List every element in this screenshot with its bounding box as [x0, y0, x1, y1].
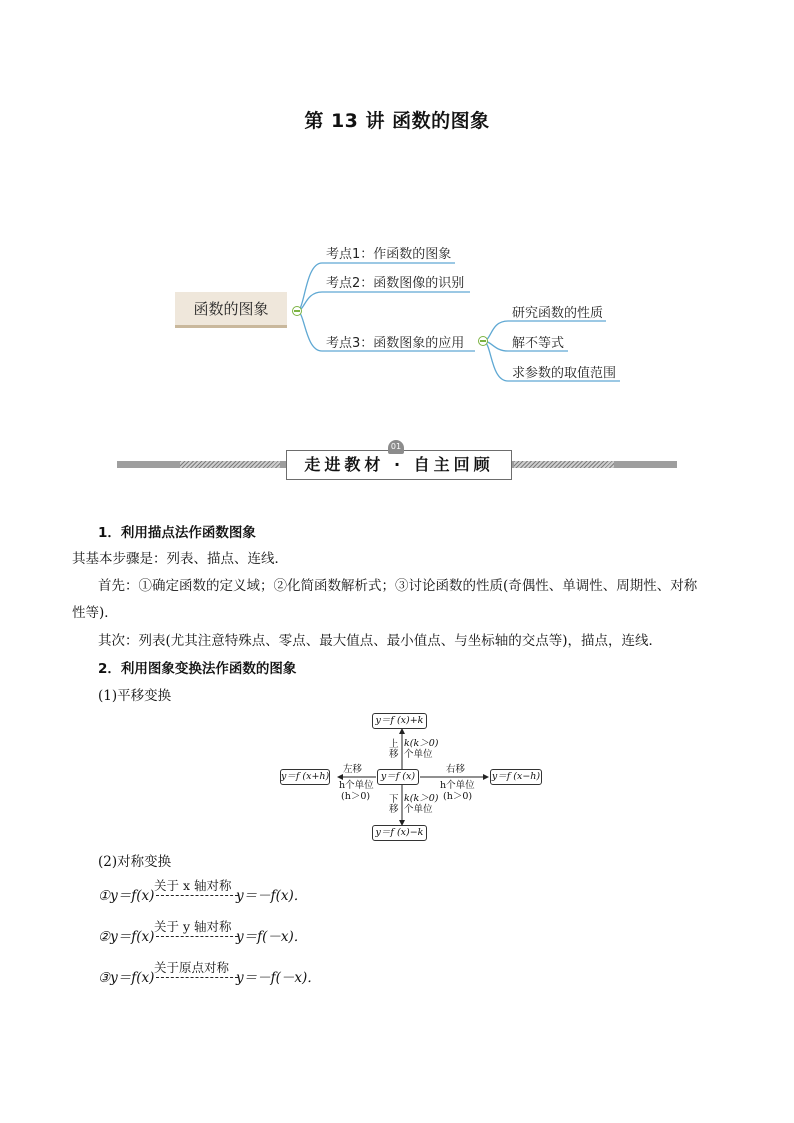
- banner-hatch-left: [180, 461, 280, 468]
- formula-box-bottom: y＝f (x)−k: [372, 825, 427, 841]
- label-up-unit: 个单位: [404, 749, 433, 760]
- label-up-char: 上: [389, 739, 399, 750]
- collapse-icon[interactable]: [478, 336, 488, 346]
- symmetry-label: 关于 y 轴对称: [154, 919, 232, 934]
- formula-box-center: y＝f (x): [377, 769, 419, 785]
- label-up-char2: 移: [389, 749, 399, 760]
- formula-box-top: y＝f (x)+k: [372, 713, 427, 729]
- symmetry-row-1: [98, 876, 498, 906]
- symmetry-arrow: [156, 895, 238, 896]
- symmetry-pre: ③y＝f(x): [98, 970, 155, 986]
- label-left-cond: (h＞0): [341, 791, 371, 802]
- mindmap-root[interactable]: 函数的图象: [175, 292, 287, 328]
- formula-box-left: y＝f (x+h): [280, 769, 330, 785]
- subheading-translation: (1)平移变换: [98, 688, 172, 704]
- symmetry-row-2: [98, 917, 498, 947]
- branch-line-2: [297, 292, 470, 311]
- subheading-symmetry: (2)对称变换: [98, 854, 172, 870]
- symmetry-post: y＝f(－x)．: [236, 929, 308, 945]
- mindmap-point-1[interactable]: 考点1：作函数的图象: [326, 247, 452, 262]
- mindmap-point-3[interactable]: 考点3：函数图象的应用: [326, 336, 465, 351]
- label-down-char2: 移: [389, 804, 399, 815]
- paragraph-second: 其次：列表(尤其注意特殊点、零点、最大值点、最小值点、与坐标轴的交点等)，描点，连线．: [98, 633, 663, 649]
- label-right-move: 右移: [446, 764, 466, 775]
- label-right-cond: (h＞0): [443, 791, 473, 802]
- formula-box-right: y＝f (x−h): [490, 769, 542, 785]
- mindmap-connectors: [0, 0, 794, 420]
- label-down-amount: k(k＞0): [404, 793, 439, 804]
- collapse-icon[interactable]: [292, 306, 302, 316]
- page-title: 第 13 讲 函数的图象: [304, 110, 490, 132]
- section-badge: 01: [388, 440, 404, 454]
- symmetry-label: 关于原点对称: [154, 960, 230, 975]
- mindmap-point-2[interactable]: 考点2：函数图像的识别: [326, 276, 465, 291]
- paragraph-first-cont: 性等)．: [72, 605, 118, 621]
- label-right-units: h个单位: [440, 780, 475, 791]
- paragraph-first: 首先：①确定函数的定义域；②化简函数解析式；③讨论函数的性质(奇偶性、单调性、周期性、对称: [98, 578, 698, 594]
- mindmap-sub-2[interactable]: 解不等式: [512, 336, 565, 351]
- label-down-char: 下: [389, 794, 399, 805]
- label-left-move: 左移: [343, 764, 363, 775]
- label-down-unit: 个单位: [404, 804, 433, 815]
- section-banner: 走进教材 · 自主回顾: [286, 450, 512, 480]
- label-left-units: h个单位: [339, 780, 374, 791]
- symmetry-arrow: [156, 936, 238, 937]
- symmetry-arrow: [156, 977, 238, 978]
- symmetry-post: y＝－f(－x)．: [236, 970, 321, 986]
- paragraph-steps: 其基本步骤是：列表、描点、连线．: [72, 551, 288, 567]
- symmetry-pre: ②y＝f(x): [98, 929, 155, 945]
- heading-2: 2．利用图象变换法作函数的图象: [98, 661, 297, 677]
- label-up-amount: k(k＞0): [404, 738, 439, 749]
- banner-hatch-right: [514, 461, 614, 468]
- symmetry-label: 关于 x 轴对称: [154, 878, 232, 893]
- symmetry-row-3: [98, 958, 498, 988]
- symmetry-post: y＝－f(x)．: [236, 888, 308, 904]
- mindmap-sub-3[interactable]: 求参数的取值范围: [512, 366, 617, 381]
- mindmap-sub-1[interactable]: 研究函数的性质: [512, 306, 604, 321]
- heading-1: 1．利用描点法作函数图象: [98, 525, 256, 541]
- symmetry-pre: ①y＝f(x): [98, 888, 155, 904]
